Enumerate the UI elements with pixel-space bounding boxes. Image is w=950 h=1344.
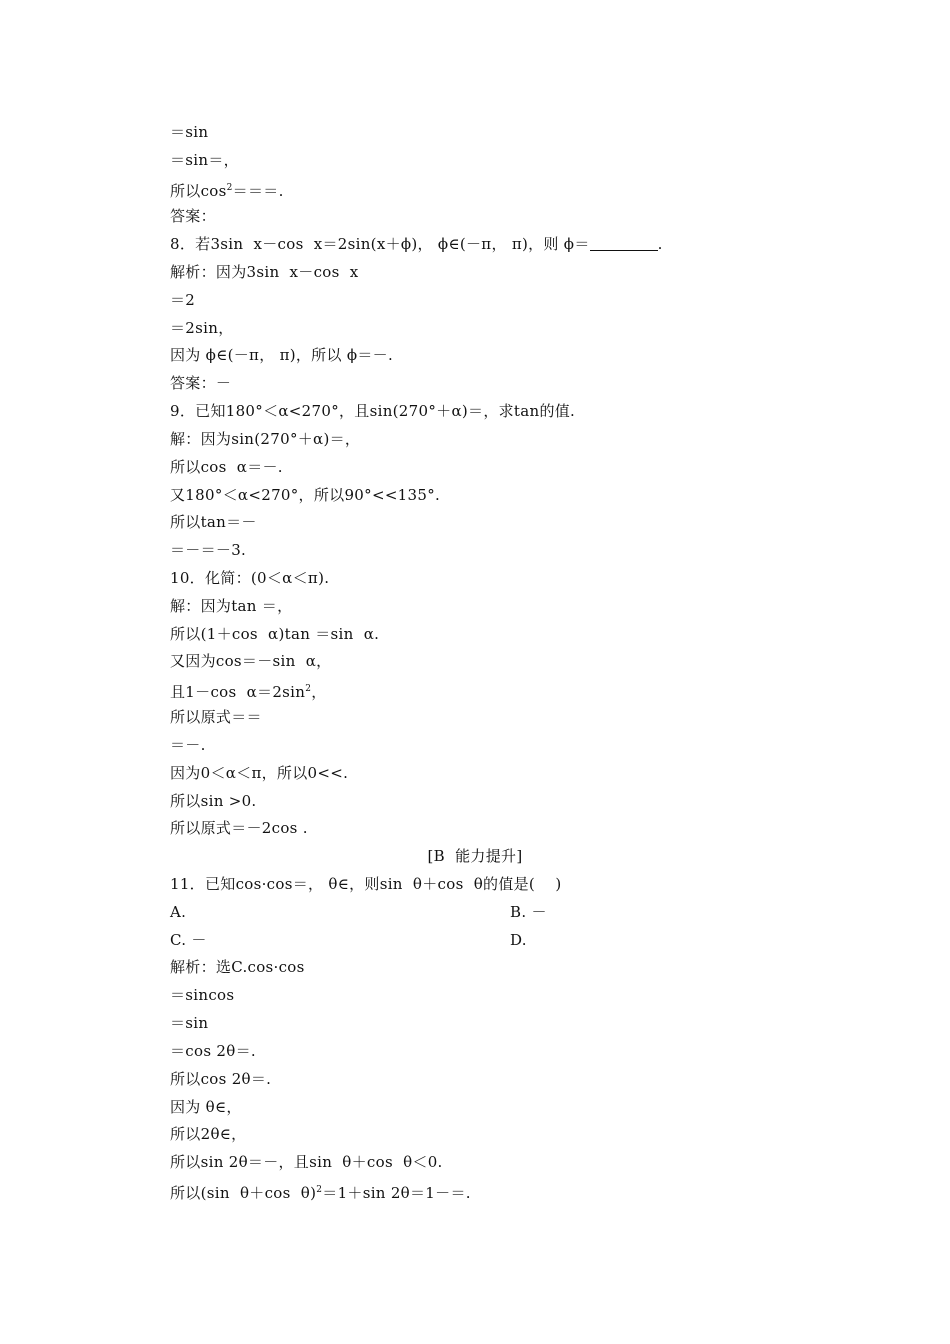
text-span: 8．若3sin x－cos x＝2sin(x＋ϕ)， ϕ∈(－π， π)，则 ϕ＝ [170,235,590,253]
section-heading: [B 能力提升] [427,847,523,865]
text-line: 所以sin >0. [170,792,257,810]
option-d: D. [510,931,527,949]
text-line: 因为 ϕ∈(－π， π)，所以 ϕ＝－. [170,346,394,364]
option-a: A. [170,903,187,921]
text-line: 又180°＜α<270°，所以90°<<135°. [170,486,441,504]
text-line: ＝2sin， [170,319,234,337]
text-line: 所以原式＝＝ [170,708,262,726]
text-span: . [657,235,663,253]
text-line: 所以cos α＝－. [170,458,283,476]
superscript: 2 [226,183,233,193]
superscript: 2 [316,1185,323,1195]
answer-label: 答案： [170,207,216,225]
text-line [170,678,327,700]
text-line: ＝－. [170,736,206,754]
text-line: ＝sincos [170,986,235,1004]
text-line: 又因为cos＝－sin α， [170,652,332,670]
text-line: 所以cos 2θ＝. [170,1070,272,1088]
text-line [170,177,284,199]
option-c: C. － [170,931,207,949]
text-line: 所以原式＝－2cos . [170,819,308,837]
text-line: ＝sin [170,1014,209,1032]
superscript: 2 [305,684,312,694]
text-span: ＝＝＝. [232,182,284,200]
text-span: ＝1＋sin 2θ＝1－＝. [322,1184,471,1202]
question-10: 10．化简：(0＜α＜π). [170,569,330,587]
text-line: 所以(1＋cos α)tan ＝sin α. [170,625,380,643]
option-b: B. － [510,903,547,921]
text-line: 解析：因为3sin x－cos x [170,263,359,281]
text-span: ， [311,683,327,701]
text-span: 且1－cos α＝2sin [170,683,306,701]
text-line: 解析：选C.cos·cos [170,958,305,976]
question-8 [170,233,663,255]
text-line: 解：因为sin(270°＋α)＝， [170,430,361,448]
text-line: ＝sin [170,123,209,141]
text-line: 解：因为tan ＝， [170,597,293,615]
question-11: 11．已知cos·cos＝， θ∈，则sin θ＋cos θ的值是( ) [170,875,562,893]
text-line: 因为 θ∈， [170,1098,242,1116]
text-line: ＝2 [170,291,196,309]
text-line: ＝－＝－3. [170,541,247,559]
text-line: ＝sin＝， [170,151,239,169]
text-line: 所以tan＝－ [170,513,257,531]
text-span: 所以cos [170,182,227,200]
text-line: ＝cos 2θ＝. [170,1042,256,1060]
text-line [170,1179,471,1201]
text-line: 所以sin 2θ＝－，且sin θ＋cos θ＜0. [170,1153,443,1171]
answer-blank [590,236,658,251]
text-span: 所以(sin θ＋cos θ) [170,1184,317,1202]
question-9: 9．已知180°＜α<270°，且sin(270°＋α)＝，求tan的值. [170,402,576,420]
text-line: 因为0＜α＜π，所以0<<. [170,764,349,782]
answer-label: 答案：－ [170,374,232,392]
text-line: 所以2θ∈， [170,1125,247,1143]
